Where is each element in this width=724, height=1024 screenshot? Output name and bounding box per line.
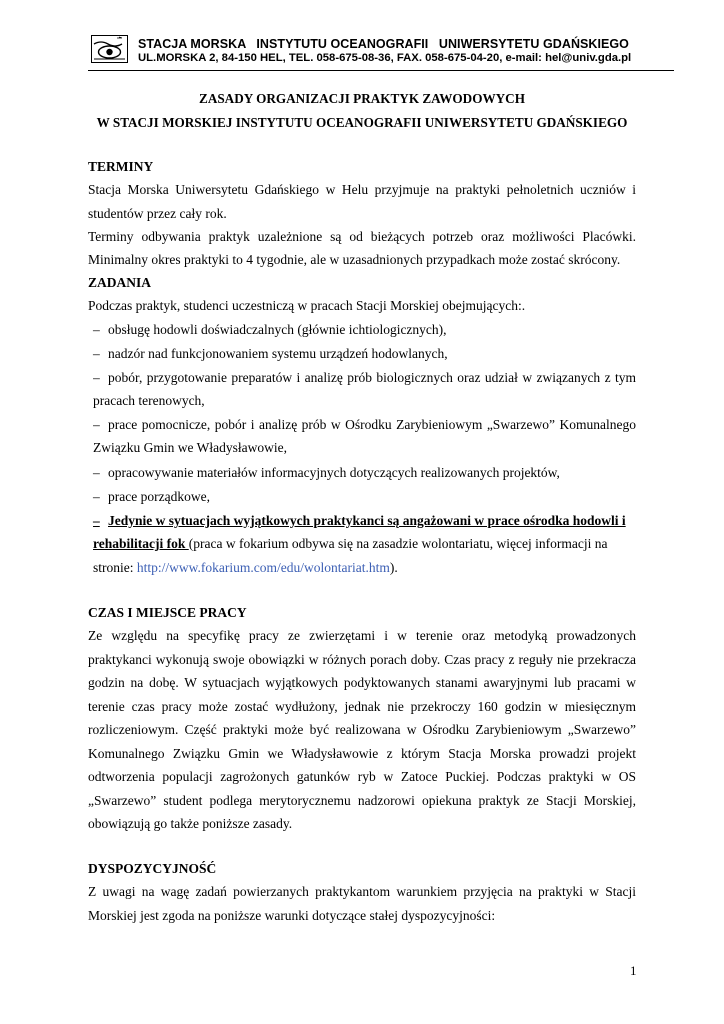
dash-bullet: – [93, 370, 100, 385]
list-item [93, 489, 641, 505]
list-item-text: opracowywanie materiałów informacyjnych dotyczących realizowanych projektów, [108, 465, 560, 480]
list-item-continuation [93, 536, 636, 552]
dash-bullet: – [93, 465, 100, 480]
paragraph-line: godzin na dobę. W sytuacjach wyjątkowych podyktowanych stanami awaryjnymi lub pracami w [88, 675, 636, 690]
list-item [93, 346, 641, 362]
list-item-text: (praca w fokarium odbywa się na zasadzie wolontariatu, więcej informacji na [188, 536, 608, 551]
dash-bullet: – [93, 346, 100, 361]
paragraph-line: „Swarzewo” student podlega merytorycznemu nadzorowi opiekuna praktyk ze Stacji Morskiej, [88, 793, 636, 808]
paragraph-line: Morskiej jest zgoda na poniższe warunki dotyczące stałej dyspozycyjności: [88, 908, 496, 923]
page-number: 1 [630, 963, 637, 978]
list-item [93, 417, 636, 433]
paragraph-line: Terminy odbywania praktyk uzależnione są od bieżących potrzeb oraz możliwości Placówki. [88, 229, 636, 244]
document-title-line-1: ZASADY ORGANIZACJI PRAKTYK ZAWODOWYCH [199, 91, 525, 106]
letterhead-institution: STACJA MORSKA INSTYTUTU OCEANOGRAFII UNIWERSYTETU GDAŃSKIEGO [138, 37, 629, 51]
paragraph-line: Z uwagi na wagę zadań powierzanych praktykantom warunkiem przyjęcia na praktyki w Stacji [88, 884, 636, 899]
institute-logo-icon [91, 35, 128, 63]
list-item-text: ). [389, 560, 398, 575]
list-item [93, 322, 641, 338]
list-item-continuation: Związku Gmin we Władysławowie, [93, 440, 287, 455]
list-item-text: prace pomocnicze, pobór i analizę prób w Ośrodku Zarybieniowym „Swarzewo” Komunalnego [108, 417, 636, 432]
document-title-line-2: W STACJI MORSKIEJ INSTYTUTU OCEANOGRAFII UNIWERSYTETU GDAŃSKIEGO [96, 115, 628, 130]
section-heading-terminy: TERMINY [88, 159, 154, 174]
list-item-text: pobór, przygotowanie preparatów i analizę prób biologicznych oraz udział w związanych z tym [108, 370, 636, 385]
dash-bullet: – [93, 513, 100, 528]
list-item [93, 370, 636, 386]
header-rule [88, 70, 674, 71]
list-item [93, 465, 641, 481]
paragraph-line: rozliczeniowym. Część praktyki może być realizowana w Ośrodku Zarybieniowym „Swarzewo” [88, 722, 636, 737]
section-heading-zadania: ZADANIA [88, 275, 152, 290]
paragraph-line: studentów przez cały rok. [88, 206, 227, 221]
letterhead [88, 31, 674, 71]
list-item-text: obsługę hodowli doświadczalnych (głównie ichtiologicznych), [108, 322, 447, 337]
dash-bullet: – [93, 322, 100, 337]
list-item-text: stronie: [93, 560, 137, 575]
list-item-continuation [93, 560, 636, 576]
paragraph-line: odtworzenia populacji zagrożonych gatunków ryb w Zatoce Puckiej. Podczas praktyki w OS [88, 769, 636, 784]
paragraph-line: Ze względu na specyfikę pracy ze zwierzętami i w terenie oraz metodyką prowadzonych [88, 628, 636, 643]
paragraph-line: Stacja Morska Uniwersytetu Gdańskiego w Helu przyjmuje na praktyki pełnoletnich uczniów i [88, 182, 636, 197]
list-item-text: prace porządkowe, [108, 489, 210, 504]
letterhead-address: UL.MORSKA 2, 84-150 HEL, TEL. 058-675-08-36, FAX. 058-675-04-20, e-mail: hel@univ.gda.pl [138, 52, 632, 64]
paragraph-line: Podczas praktyk, studenci uczestniczą w pracach Stacji Morskiej obejmujących:. [88, 298, 526, 313]
list-item-text: nadzór nad funkcjonowaniem systemu urządzeń hodowlanych, [108, 346, 448, 361]
paragraph-line: Komunalnego Związku Gmin we Władysławowie z którym Stacja Morska prowadzi projekt [88, 746, 636, 761]
section-heading-dyspozycyjnosc: DYSPOZYCYJNOŚĆ [88, 861, 217, 876]
list-item-emphasized [93, 513, 641, 529]
paragraph-line: Minimalny okres praktyki to 4 tygodnie, ale w uzasadnionych przypadkach może zostać skrócony. [88, 252, 621, 267]
dash-bullet: – [93, 489, 100, 504]
paragraph-line: obowiązują go także poniższe zasady. [88, 816, 293, 831]
emphasized-text: rehabilitacji fok [93, 536, 189, 551]
paragraph-line: praktykanci wykonują swoje obowiązki w różnych porach doby. Czas pracy z reguły nie przekracza [88, 652, 636, 667]
dash-bullet: – [93, 417, 100, 432]
volunteer-link[interactable]: http://www.fokarium.com/edu/wolontariat.htm [136, 560, 390, 575]
section-heading-czas: CZAS I MIEJSCE PRACY [88, 605, 247, 620]
emphasized-text: Jedynie w sytuacjach wyjątkowych praktykanci są angażowani w prace ośrodka hodowli i [108, 513, 626, 528]
paragraph-line: terenie czas pracy może zostać wydłużony, jednak nie przekroczy 160 godzin w miesięcznym [88, 699, 636, 714]
list-item-continuation: pracach terenowych, [93, 393, 205, 408]
